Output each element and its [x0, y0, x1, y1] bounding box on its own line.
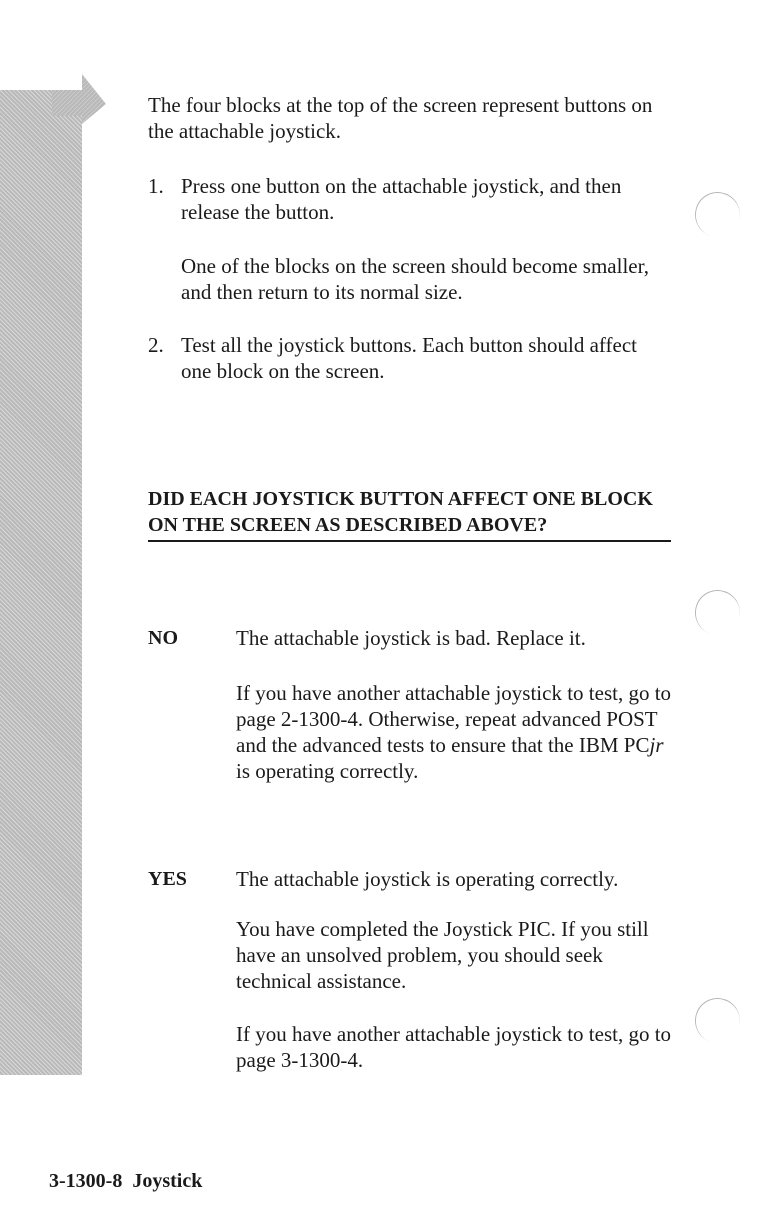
yes-completed-text: You have completed the Joystick PIC. If you still have an unsolved problem, you should seek technical assistance.	[236, 917, 649, 993]
intro-paragraph: The four blocks at the top of the screen represent buttons on the attachable joystick.	[148, 93, 653, 143]
page-number: 3-1300-8	[49, 1170, 123, 1192]
no-label: NO	[148, 627, 178, 649]
punch-hole	[690, 993, 745, 1048]
step-note: One of the blocks on the screen should become smaller, and then return to its normal size.	[181, 254, 650, 304]
yes-result-text: The attachable joystick is operating correctly.	[236, 867, 619, 891]
no-next-action	[236, 680, 676, 784]
yes-next-action: If you have another attachable joystick to test, go to page 3-1300-4.	[236, 1022, 672, 1072]
section-name: Joystick	[132, 1170, 203, 1192]
yes-label: YES	[148, 868, 187, 890]
step-text: Test all the joystick buttons. Each button should affect one block on the screen.	[181, 333, 637, 383]
page-footer	[49, 1170, 202, 1193]
step-number: 2.	[148, 333, 164, 357]
step-text: Press one button on the attachable joystick, and then release the button.	[181, 174, 622, 224]
flow-arrow-icon	[52, 72, 108, 132]
no-next-suffix: is operating correctly.	[236, 759, 419, 783]
no-next-text: If you have another attachable joystick to test, go to page 2-1300-4. Otherwise, repeat advanced POST and the advanced tests to ensure that the IBM PC	[236, 681, 672, 757]
punch-hole	[690, 187, 745, 242]
question-heading: DID EACH JOYSTICK BUTTON AFFECT ONE BLOCK ON THE SCREEN AS DESCRIBED ABOVE?	[148, 486, 671, 542]
punch-hole	[690, 585, 745, 640]
no-next-italic: jr	[649, 733, 664, 757]
no-result-text: The attachable joystick is bad. Replace it.	[236, 626, 586, 650]
flow-bar	[0, 90, 82, 1075]
step-number: 1.	[148, 174, 164, 198]
